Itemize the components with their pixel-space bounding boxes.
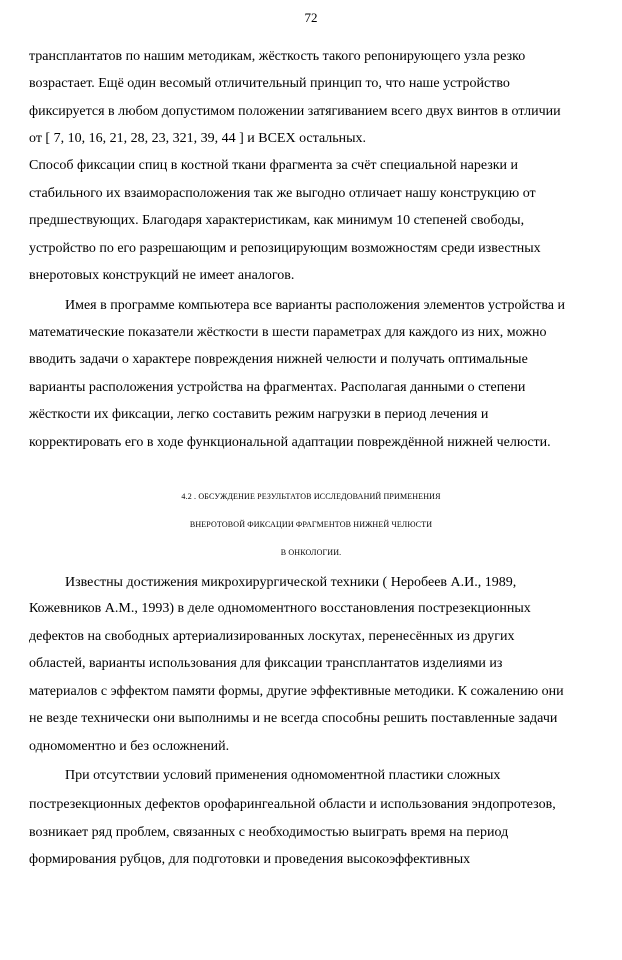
text-line: вводить задачи о характере повреждения нижней челюсти и получать оптимальные — [29, 352, 528, 367]
heading-line: 4.2 . ОБСУЖДЕНИЕ РЕЗУЛЬТАТОВ ИССЛЕДОВАНИЙ ПРИМЕНЕНИЯ — [181, 492, 441, 501]
text-line: возрастает. Ещё один весомый отличительный принцип то, что наше устройство — [29, 76, 510, 91]
text-line: Кожевников А.М., 1993) в деле одномоментного восстановления пострезекционных — [29, 601, 531, 616]
heading-line: ВНЕРОТОВОЙ ФИКСАЦИИ ФРАГМЕНТОВ НИЖНЕЙ ЧЕЛЮСТИ — [189, 520, 433, 529]
text-line: При отсутствии условий применения одномоментной пластики сложных — [65, 768, 501, 783]
text-line: фиксируется в любом допустимом положении затягиванием всего двух винтов в отличии — [29, 104, 561, 119]
text-line: внеротовых конструкций не имеет аналогов. — [29, 268, 295, 283]
text-line: Известны достижения микрохирургической техники ( Неробеев А.И., 1989, — [65, 575, 517, 590]
text-line: формирования рубцов, для подготовки и проведения высокоэффективных — [29, 852, 471, 867]
page-number: 72 — [304, 10, 318, 25]
text-line: жёсткости их фиксации, легко составить режим нагрузки в период лечения и — [29, 407, 489, 422]
text-line: Имея в программе компьютера все варианты расположения элементов устройства и — [65, 298, 566, 313]
text-line: от [ 7, 10, 16, 21, 28, 23, 321, 39, 44 ] и ВСЕХ остальных. — [29, 131, 367, 146]
text-line: трансплантатов по нашим методикам, жёсткость такого репонирующего узла резко — [29, 49, 526, 64]
text-line: предшествующих. Благодаря характеристикам, как минимум 10 степеней свободы, — [29, 213, 525, 228]
text-line: одномоментно и без осложнений. — [29, 739, 230, 754]
text-line: не везде технически они выполнимы и не всегда способны решить поставленные задачи — [29, 711, 558, 726]
heading-line: В ОНКОЛОГИИ. — [280, 548, 342, 557]
text-line: варианты расположения устройства на фрагментах. Располагая данными о степени — [29, 380, 526, 395]
text-line: материалов с эффектом памяти формы, другие эффективные методики. К сожалению они — [29, 684, 564, 699]
text-line: стабильного их взаиморасположения так же выгодно отличает нашу конструкцию от — [29, 186, 536, 201]
text-line: дефектов на свободных артериализированных лоскутах, перенесённых из других — [29, 629, 515, 644]
text-line: устройство по его разрешающим и репозицирующим возможностям среди известных — [29, 241, 541, 256]
text-line: областей, варианты использования для фиксации трансплантатов изделиями из — [29, 656, 503, 671]
text-line: пострезекционных дефектов орофарингеальной области и использования эндопротезов, — [29, 797, 556, 812]
text-line: Способ фиксации спиц в костной ткани фрагмента за счёт специальной нарезки и — [29, 158, 519, 173]
text-line: возникает ряд проблем, связанных с необходимостью выиграть время на период — [29, 825, 509, 840]
text-line: математические показатели жёсткости в шести параметрах для каждого из них, можно — [29, 325, 547, 340]
text-line: корректировать его в ходе функциональной адаптации повреждённой нижней челюсти. — [29, 435, 551, 450]
